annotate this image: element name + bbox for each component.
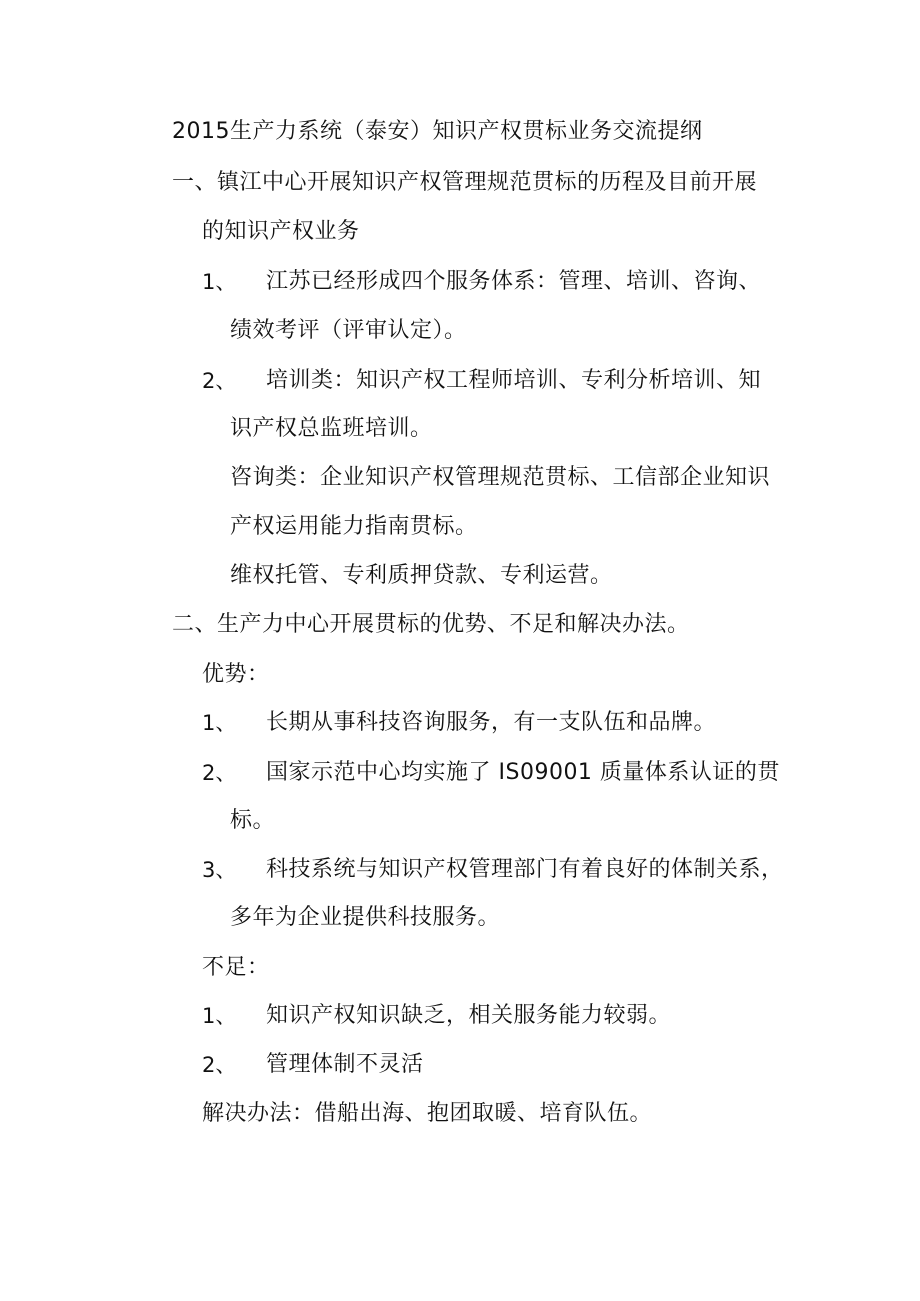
advantage2-number: 2、 [202, 761, 237, 785]
advantage3-line1: 科技系统与知识产权管理部门有着良好的体制关系， [266, 857, 784, 882]
section1-heading-line2: 的知识产权业务 [202, 219, 360, 244]
section1-item1-line2: 绩效考评（评审认定）。 [230, 318, 467, 343]
advantage3-number: 3、 [202, 858, 237, 882]
advantages-label: 优势： [202, 662, 270, 687]
section1-item1-number: 1、 [202, 270, 237, 294]
shortcoming1-line1: 知识产权知识缺乏，相关服务能力较弱。 [266, 1003, 672, 1028]
section1-item2-number: 2、 [202, 369, 237, 393]
consulting-line2: 产权运用能力指南贯标。 [230, 514, 478, 539]
advantage2-line2: 标。 [230, 808, 276, 833]
shortcoming2-number: 2、 [202, 1053, 237, 1077]
section1-item1-line1: 江苏已经形成四个服务体系：管理、培训、咨询、 [266, 269, 762, 294]
shortcoming1-number: 1、 [202, 1004, 237, 1028]
shortcoming2-line1: 管理体制不灵活 [266, 1052, 424, 1077]
advantage2-line1: 国家示范中心均实施了 IS09001 质量体系认证的贯 [266, 760, 780, 785]
rights-services-line: 维权托管、专利质押贷款、专利运营。 [230, 563, 613, 588]
section1-item2-line1: 培训类：知识产权工程师培训、专利分析培训、知 [266, 368, 762, 393]
section1-heading-line1: 一、镇江中心开展知识产权管理规范贯标的历程及目前开展 [172, 170, 758, 195]
advantage3-line2: 多年为企业提供科技服务。 [230, 905, 501, 930]
consulting-line1: 咨询类：企业知识产权管理规范贯标、工信部企业知识 [230, 465, 771, 490]
advantage1-number: 1、 [202, 711, 237, 735]
section2-heading: 二、生产力中心开展贯标的优势、不足和解决办法。 [172, 612, 690, 637]
document-title: 2015生产力系统（泰安）知识产权贯标业务交流提纲 [172, 119, 703, 144]
solution-line: 解决办法：借船出海、抱团取暖、培育队伍。 [202, 1101, 653, 1126]
advantage1-line1: 长期从事科技咨询服务，有一支队伍和品牌。 [266, 710, 717, 735]
section1-item2-line2: 识产权总监班培训。 [230, 416, 433, 441]
shortcomings-label: 不足： [202, 955, 270, 980]
